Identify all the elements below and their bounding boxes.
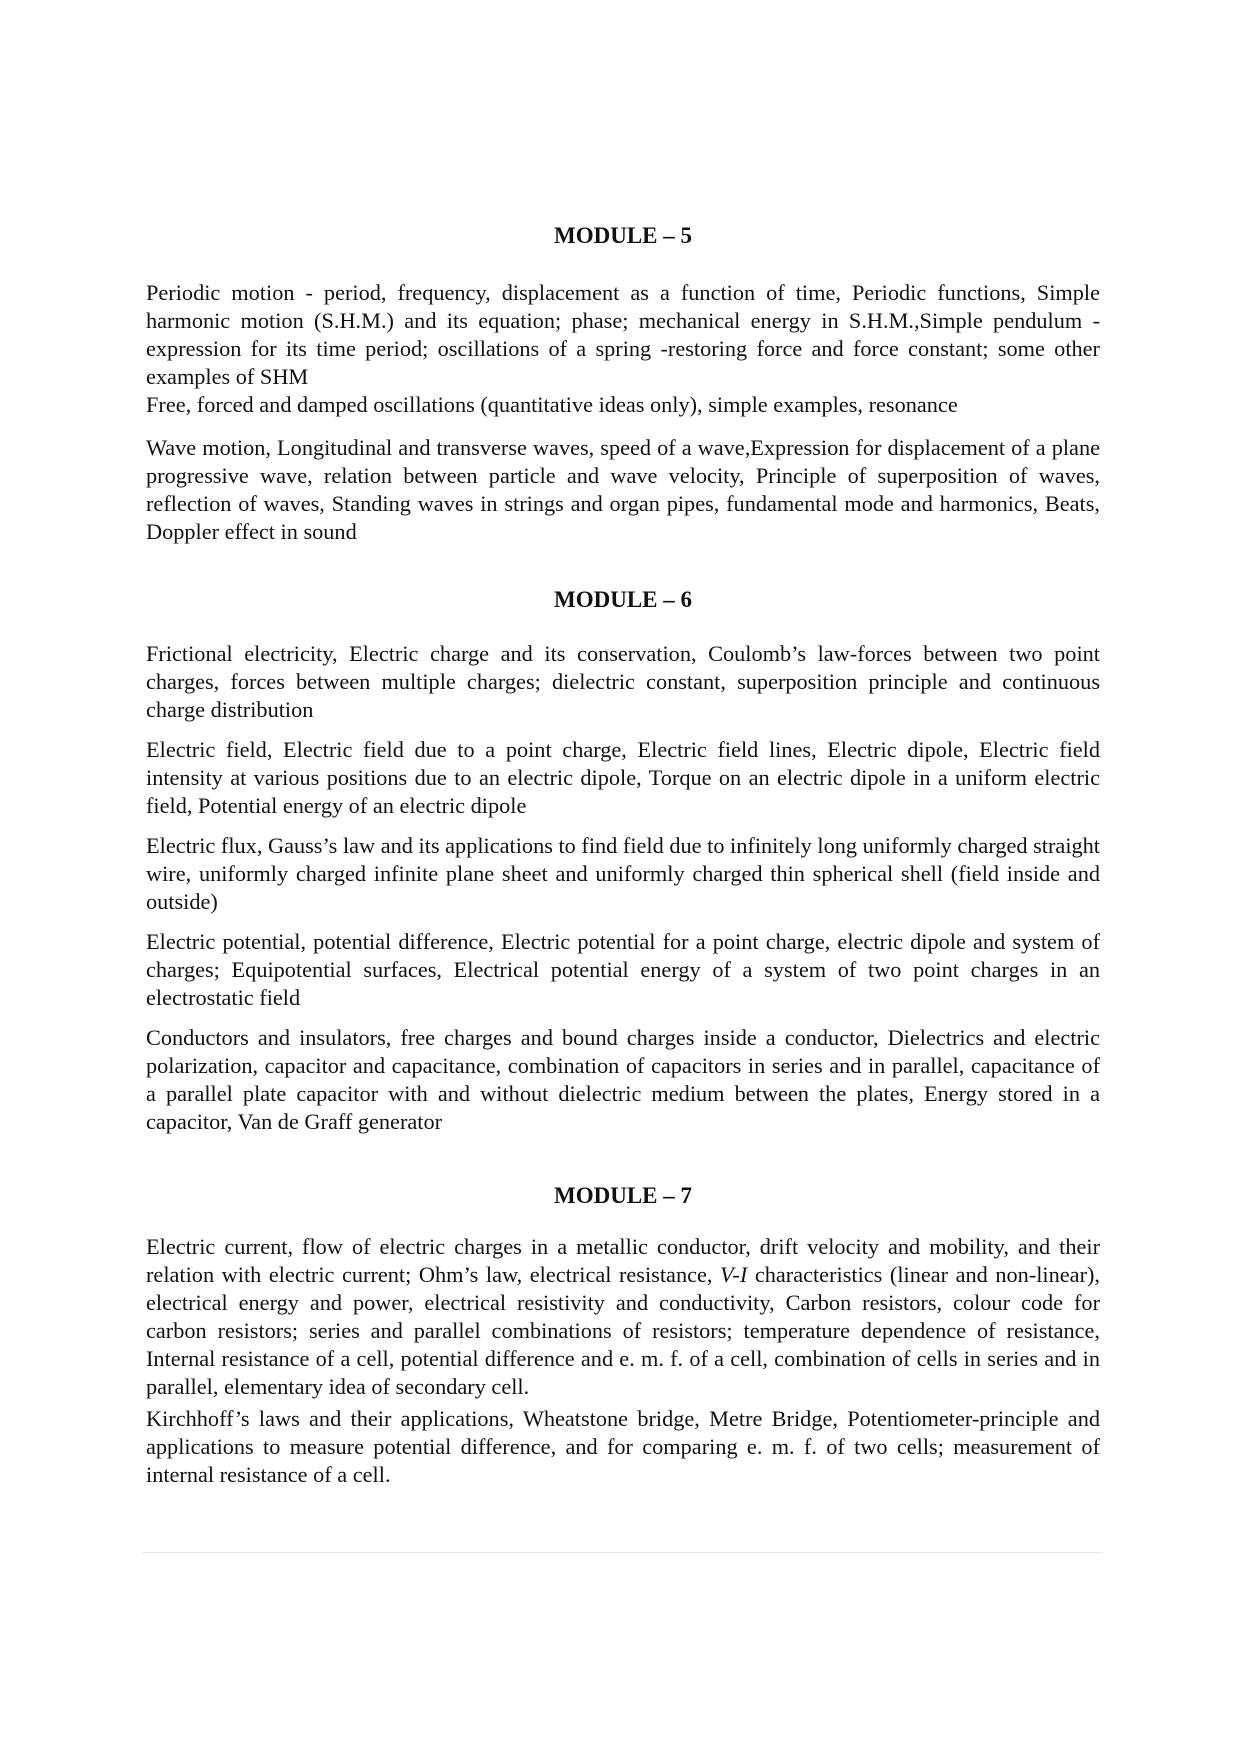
module-6-paragraph-capacitors: Conductors and insulators, free charges and bound charges inside a conductor, Dielectrics and electric polarization, capacitor and capacitance, combination of capacitors in series and in parallel, capacitance of a parallel plate capacitor with and without dielectric medium between the plates, Energy stored in a capacitor, Van de Graff generator xyxy=(146,1025,1100,1134)
module-7-paragraph-current xyxy=(146,1233,1100,1401)
module-6-title: MODULE – 6 xyxy=(554,587,692,612)
module-5-title: MODULE – 5 xyxy=(554,223,692,248)
module-7-italic-vi: V-I xyxy=(720,1262,748,1287)
module-6-paragraph-gauss: Electric flux, Gauss’s law and its applications to find field due to infinitely long uniformly charged straight wire, uniformly charged infinite plane sheet and uniformly charged thin spherical shell (field inside and outside) xyxy=(146,833,1100,914)
module-6-paragraph-field: Electric field, Electric field due to a point charge, Electric field lines, Electric dipole, Electric field intensity at various positions due to an electric dipole, Torque on an electric dipole in a uniform electric field, Potential energy of an electric dipole xyxy=(146,737,1100,818)
module-7-section xyxy=(146,1182,1100,1493)
module-6-section xyxy=(146,586,1100,1148)
module-7-text-part: Electric current, flow of electric charges in a metallic conductor, drift velocity and mobility, and their relation with electric current; Ohm’s law, electrical resistance, xyxy=(146,1234,1100,1287)
module-6-paragraph-charge: Frictional electricity, Electric charge and its conservation, Coulomb’s law-forces between two point charges, forces between multiple charges; dielectric constant, superposition principle and continuous charge distribution xyxy=(146,641,1100,722)
module-5-section xyxy=(146,222,1100,546)
module-7-text-part: characteristics (linear and non-linear), electrical energy and power, electrical resistivity and conductivity, Carbon resistors, colour code for carbon resistors; series and parallel combinations of resistors; temperature dependence of resistance, Internal resistance of a cell, potential difference and e. m. f. of a cell, combination of cells in series and in parallel, elementary idea of secondary cell. xyxy=(146,1262,1100,1399)
module-5-paragraph-oscillations: Free, forced and damped oscillations (quantitative ideas only), simple examples, resonance xyxy=(146,392,958,417)
module-7-title: MODULE – 7 xyxy=(554,1183,692,1208)
footer-divider xyxy=(143,1552,1103,1553)
module-6-paragraph-potential: Electric potential, potential difference, Electric potential for a point charge, electric dipole and system of charges; Equipotential surfaces, Electrical potential energy of a system of two point charges in an electrostatic field xyxy=(146,929,1100,1010)
module-5-paragraph-shm: Periodic motion - period, frequency, displacement as a function of time, Periodic functions, Simple harmonic motion (S.H.M.) and its equation; phase; mechanical energy in S.H.M.,Simple pendulum - expression for its time period; oscillations of a spring -restoring force and force constant; some other examples of SHM xyxy=(146,280,1100,389)
module-5-paragraph-waves: Wave motion, Longitudinal and transverse waves, speed of a wave,Expression for displacement of a plane progressive wave, relation between particle and wave velocity, Principle of superposition of waves, reflection of waves, Standing waves in strings and organ pipes, fundamental mode and harmonics, Beats, Doppler effect in sound xyxy=(146,435,1100,544)
module-7-paragraph-kirchhoff: Kirchhoff’s laws and their applications, Wheatstone bridge, Metre Bridge, Potentiometer-principle and applications to measure potential difference, and for comparing e. m. f. of two cells; measurement of internal resistance of a cell. xyxy=(146,1406,1100,1487)
